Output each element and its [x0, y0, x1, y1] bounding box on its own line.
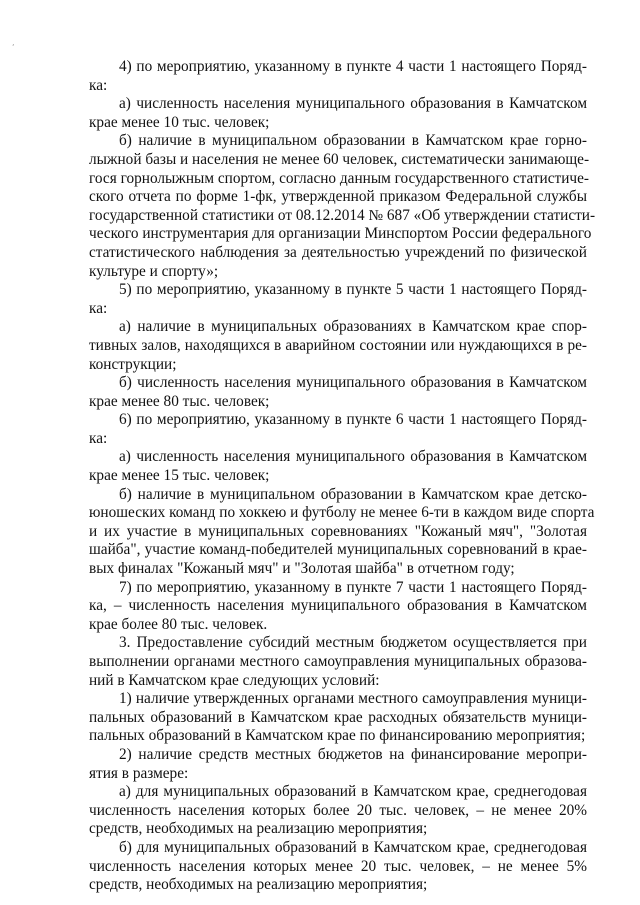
paragraph-line: б) численность населения муниципального образования в Камчатском	[119, 374, 587, 392]
paragraph-line: а) численность населения муниципального образования в Камчатском	[119, 448, 587, 466]
paragraph-p14	[89, 783, 587, 839]
paragraph-line: б) наличие в муниципальном образовании в Камчатском крае горно-	[119, 132, 587, 150]
paragraph-p2	[89, 95, 587, 132]
paragraph-line: ний в Камчатском крае следующих условий:	[89, 671, 380, 689]
paragraph-line: шайба", участие команд-победителей муниципальных соревнований в крае-	[89, 541, 587, 559]
paragraph-p3	[89, 132, 596, 281]
paragraph-line: лыжной базы и населения не менее 60 человек, систематически занимающе-	[89, 150, 590, 168]
paragraph-p8	[89, 448, 587, 485]
paragraph-line: 4) по мероприятию, указанному в пункте 4 части 1 настоящего Поряд-	[119, 58, 587, 75]
paragraph-line: и их участие в муниципальных соревнованиях "Кожаный мяч", "Золотая	[89, 522, 587, 540]
paragraph-line: тивных залов, находящихся в аварийном состоянии или нуждающихся в ре-	[89, 336, 587, 354]
paragraph-line: государственной статистики от 08.12.2014 № 687 «Об утверждении статисти-	[89, 206, 596, 224]
paragraph-line: 7) по мероприятию, указанному в пункте 7 части 1 настоящего Поряд-	[119, 578, 587, 596]
paragraph-line: пальных образований в Камчатском крае по финансированию мероприятия;	[89, 727, 586, 745]
paragraph-line: а) наличие в муниципальных образованиях в Камчатском крае спор-	[119, 318, 587, 336]
paragraph-line: статистического наблюдения за деятельностью учреждений по физической	[89, 243, 587, 261]
paragraph-line: гося горнолыжным спортом, согласно данным государственного статистиче-	[89, 169, 589, 187]
paragraph-line: крае более 80 тыс. человек.	[89, 615, 268, 633]
paragraph-p10	[89, 579, 587, 635]
paragraph-line: а) численность населения муниципального образования в Камчатском	[119, 95, 587, 113]
paragraph-p6	[89, 374, 587, 411]
paragraph-p7	[89, 411, 587, 448]
paragraph-line: крае менее 15 тыс. человек;	[89, 467, 270, 485]
paragraph-line: ка, – численность населения муниципального образования в Камчатском	[89, 597, 587, 615]
document-body	[89, 58, 596, 895]
paragraph-line: ческого инструментария для организации Минспортом России федерального	[89, 225, 592, 243]
paragraph-line: средств, необходимых на реализацию мероприятия;	[89, 820, 428, 838]
paragraph-line: ятия в размере:	[89, 764, 189, 782]
paragraph-line: а) для муниципальных образований в Камчатском крае, среднегодовая	[119, 783, 587, 801]
paragraph-p13	[89, 746, 587, 783]
paragraph-line: 3. Предоставление субсидий местным бюджетом осуществляется при	[119, 634, 587, 652]
paragraph-p5	[89, 318, 587, 374]
paragraph-line: выполнении органами местного самоуправления муниципальных образова-	[89, 653, 587, 670]
paragraph-line: ка:	[89, 76, 108, 94]
paragraph-p1	[89, 58, 587, 95]
paragraph-line: ка:	[89, 429, 108, 447]
paragraph-line: ского отчета по форме 1-фк, утвержденной приказом Федеральной службы	[89, 188, 587, 206]
paragraph-p4	[89, 281, 587, 318]
paragraph-line: численность населения которых менее 20 тыс. человек, – не менее 5%	[89, 857, 587, 875]
paragraph-line: средств, необходимых на реализацию мероприятия;	[89, 876, 428, 894]
paragraph-line: 1) наличие утвержденных органами местного самоуправления муници-	[119, 690, 587, 708]
paragraph-line: 6) по мероприятию, указанному в пункте 6 части 1 настоящего Поряд-	[119, 411, 587, 429]
paragraph-line: юношеских команд по хоккею и футболу не менее 6-ти в каждом виде спорта	[89, 504, 595, 522]
paragraph-line: конструкции;	[89, 355, 177, 373]
paragraph-line: 2) наличие средств местных бюджетов на финансирование меропри-	[119, 745, 587, 763]
paragraph-p11	[89, 634, 587, 690]
paragraph-p15	[89, 839, 587, 895]
paragraph-p12	[89, 690, 587, 746]
paragraph-line: крае менее 80 тыс. человек;	[89, 392, 270, 410]
paragraph-line: б) наличие в муниципальном образовании в Камчатском крае детско-	[119, 485, 587, 503]
paragraph-line: культуре и спорту»;	[89, 262, 219, 280]
paragraph-p9	[89, 485, 595, 579]
paragraph-line: крае менее 10 тыс. человек;	[89, 113, 270, 131]
paragraph-line: 5) по мероприятию, указанному в пункте 5 части 1 настоящего Поряд-	[119, 281, 587, 299]
paragraph-line: численность населения которых более 20 тыс. человек, – не менее 20%	[89, 801, 587, 819]
paragraph-line: вых финалах "Кожаный мяч" и "Золотая шайба" в отчетном году;	[89, 560, 515, 578]
scan-margin-mark: ,	[12, 38, 15, 47]
paragraph-line: ка:	[89, 299, 108, 317]
paragraph-line: пальных образований в Камчатском крае расходных обязательств муници-	[89, 708, 587, 726]
paragraph-line: б) для муниципальных образований в Камчатском крае, среднегодовая	[119, 838, 587, 856]
